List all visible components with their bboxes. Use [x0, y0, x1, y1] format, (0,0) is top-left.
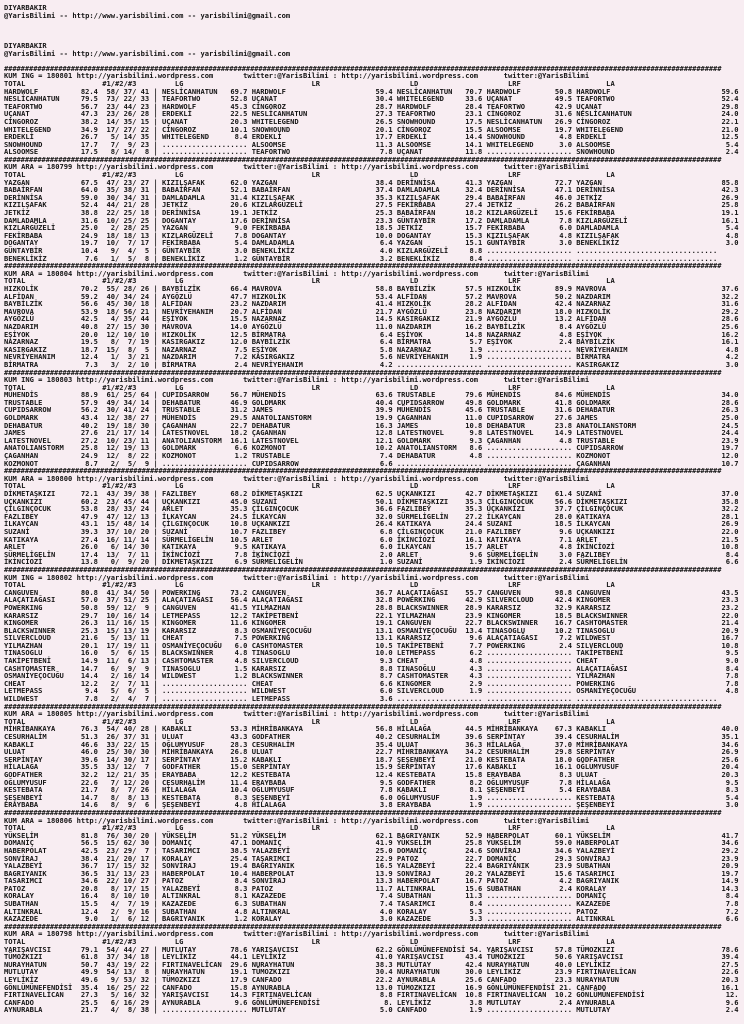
table-row: İKİNCİOZİ 13.8 0/ 9/ 20 | DİKMETAŞKIZI 6.9 SÜRMELİGELİN 1.0 SUZANİ 1.9 İKİNCİOZİ 2.4 SÜRMELİGELİN 6.6 — [4, 557, 739, 567]
table-row: GÖNLÜMÜNEFENDİSİ 35.4 16/ 25/ 22 | CANFADO 15.8 AYNURABLA 13.0 TÜMOZKIZI 16.9 GÖNLÜMÜNEFENDİSİ 21. CANFADO 16.1 — [4, 982, 739, 992]
table-row: CESURHALİM 51.3 26/ 37/ 31 | ULUAT 43.3 GODFATHER 40.2 CESURHALİM 39.6 SERPİNTAY 39.4 CESURHALİM 35.1 — [4, 732, 739, 742]
table-row: KARARSIZ 29.7 10/ 16/ 14 | LETMEPASS 12.2 TAKİPETBENİ 22.1 YILMAZHAN 23.9 KINGOMER 18.5 BLACKSWINNER 22.0 — [4, 610, 739, 620]
city-title: DIYARBAKIR — [4, 3, 47, 12]
table-row: CANFADO 25.5 6/ 16/ 29 | AYNURABLA 9.6 GÖNLÜMÜNEFENDİSİ 8. LEYLİKİZ 3.8 MUTLUTAY 2.4 AYNURABLA 9.6 — [4, 997, 739, 1007]
table-row: SILVERCLOUD 21.6 5/ 13/ 11 | CHEAT 7.5 POWERKING 13.1 KARARSIZ 9.6 ALAÇATIAĞASI 7.2 WILDWEST 16.7 — [4, 633, 739, 643]
table-row: CHEAT 12.2 2/ 7/ 11 | .................... CHEAT 6.6 KINGOMER 2.9 .................... POWERKING 7.8 — [4, 678, 739, 688]
table-row: ÇİLGINÇOCUK 53.8 28/ 33/ 24 | ARLET 35.3 ÇİLGINÇOCUK 36.6 FAZLIBEY 35.3 UÇKANKIZI 37.7 ÇİLGINÇOCUK 32.2 — [4, 504, 739, 514]
table-row: DERİNNİSA 59.0 30/ 34/ 31 | DAMLADAMLA 31.4 KIZILŞAFAK 35.3 KIZILŞAFAK 29.4 BABAİRFAN 46.0 JETKİZ 26.9 — [4, 192, 739, 202]
table-row: HIZKOLİK 70.2 55/ 28/ 26 | BAYBİLZİK 66.4 MAVROVA 58.8 BAYBİLZİK 57.5 HIZKOLİK 89.9 MAVROVA 37.6 — [4, 283, 739, 293]
table-row: CANGUVEN 80.8 41/ 34/ 50 | POWERKING 73.2 CANGUVEN 36.7 ALAÇATIAĞASI 55.7 CANGUVEN 98.8 CANGUVEN 43.5 — [4, 587, 739, 597]
race-stats-block-9 — [4, 923, 744, 1014]
table-row: GÜNTAYBİR 10.4 9/ 4/ 5 | GÜNTAYBİR 3.0 BENEKLİKİZ 4.0 KIZLARGÜZELİ 8.8 .................... ................................. — [4, 246, 739, 256]
table-row: LETMEPASS 9.4 5/ 6/ 5 | .................... WILDWEST 6.0 SILVERCLOUD 1.9 .................... OSMANİYEÇOCUĞU 4.8 — [4, 686, 739, 696]
separator-line: ############################################################################################################################################################################ — [4, 921, 722, 931]
block-title-line: KUM ARA = 180806 http://yarisbilimi.wordpress.com twitter:@YarisBilimi : http://yarisbilimi.wordpress.com twitter:@YarisBilimi — [4, 815, 590, 825]
table-row: YILMAZHAN 20.1 17/ 19/ 11 | OSMANİYEÇOCUĞU 6.0 CASHTOMASTER 10.5 TAKİPETBENİ 7.7 POWERKING 2.4 SILVERCLOUD 10.8 — [4, 640, 739, 650]
table-row: HİLALAĞA 35.5 33/ 12/ 7 | GODFATHER 15.0 SERPİNTAY 15.9 SERPİNTAY 17.6 KABAKLI 16.1 OĞLUMYUSUF 20.4 — [4, 762, 739, 772]
table-row: CASHTOMASTER 14.7 6/ 9/ 9 | TINASOGLU 1.5 KARARSIZ 8.8 TINASOĞLU 4.3 .................... ALAÇATIAĞASI 8.4 — [4, 663, 739, 673]
table-row: TÜMOZKIZI 61.8 37/ 34/ 18 | LEYLİKİZ 44.1 LEYLİKİZ 41.0 YARIŞAVCISI 43.4 TÜMOZKIZI 50.6 YARIŞAVCISI 39.4 — [4, 952, 739, 962]
block-title-line: KUM ING = 180802 http://yarisbilimi.wordpress.com twitter:@YarisBilimi : http://yarisbilimi.wordpress.com twitter:@YarisBilimi — [4, 572, 590, 582]
table-row: ERAYBABA 14.6 8/ 9/ 6 | ŞEŞENBEYİ 4.8 HİLALAĞA 3.8 ERAYBABA 1.9 .................... ŞEŞENBEYİ 3.0 — [4, 800, 739, 810]
table-row: ALSOOMSE 17.5 8/ 14/ 8 | .................... TEAFORTWO 7.8 UÇANAT 11.8 .................... SNOWHOUND 2.4 — [4, 147, 739, 157]
table-row: KIZILŞAFAK 52.4 44/ 21/ 28 | JETKİZ 20.6 KIZLARGÜZELİ 27.5 FEKİRBABA 27.4 JETKİZ 26.2 BABAİRFAN 25.8 — [4, 200, 739, 210]
table-row: HARDWOLF 82.4 58/ 37/ 41 | NESLİCANHATUN 69.7 HARDWOLF 59.4 NESLİCANHATUN 70.7 HARDWOLF 50.8 HARDWOLF 59.6 — [4, 86, 739, 96]
table-row: OĞLUMYUSUF 22.6 7/ 12/ 20 | CESURHALİM 11.4 ERAYBABA 9.5 GODFATHER 8.2 OĞLUMYUSUF 7.8 HİLALAĞA 9.5 — [4, 777, 739, 787]
table-row: İLKAYCAN 43.1 15/ 48/ 14 | ÇİLGINÇOCUK 10.8 UÇKANKIZI 26.4 KATIKAYA 24.4 SUZANİ 18.5 İLKAYCAN 26.9 — [4, 519, 739, 529]
table-row: ULUAT 46.0 25/ 30/ 30 | MİHRİBANKAYA 26.8 ULUAT 22.7 MİHRİBANKAYA 34.2 CESURHALİM 29.8 SERPİNTAY 26.9 — [4, 747, 739, 757]
table-row: TINASOGLU 16.0 5/ 6/ 15 | BLACKSWINNER 4.8 TINASOGLU 10.0 LETMEPASS 6.2 .................... TAKİPETBENİ 9.5 — [4, 648, 739, 658]
table-row: DOGANTAY 19.7 10/ 7/ 17 | FEKİRBABA 5.4 DAMLADAMLA 6.4 YAZGAN 15.1 GÜNTAYBİR 3.0 BENEKLİKİZ 3.0 — [4, 238, 739, 248]
table-row: CUPIDSARROW 56.2 30/ 41/ 24 | TRUSTABLE 31.2 JAMES 39.9 MÜHENDİS 45.6 TRUSTABLE 31.6 DEHABATUR 26.3 — [4, 405, 739, 415]
table-row: KASIRGAKIZ 18.7 15/ 8/ 5 | NAZARNAZ 7.5 EŞİYOK 5.8 NAZARNAZ 1.9 .................... NEVRİYEHANIM 4.8 — [4, 344, 739, 354]
table-row: MAVROVA 53.9 18/ 56/ 21 | NEVRİYEHANIM 20.7 ALFİDAN 21.7 AYGÖZLÜ 23.8 NAZDARIM 18.0 HIZKOLİK 29.2 — [4, 306, 739, 316]
table-row: BABAİRFAN 64.0 35/ 38/ 31 | BABAİRFAN 52.1 BABAİRFAN 37.4 DAMLADAMLA 32.4 DERİNNİSA 47.1 DERİNNİSA 42.3 — [4, 185, 739, 195]
table-row: SNOWHOUND 17.7 7/ 9/ 23 | .................... ALSOOMSE 11.3 ALSOOMSE 14.1 WHITELEGEND 3.0 ALSOOMSE 5.4 — [4, 139, 739, 149]
table-row: GOLDMARK 43.4 12/ 38/ 27 | MÜHENDİS 29.5 ANATOLIANSTORM 19.9 ÇAGANHAN 11.0 CUPIDSARROW 27.6 JAMES 25.0 — [4, 413, 739, 423]
table-row: NURAYHATUN 50.7 43/ 19/ 22 | FIRTINAVELİCAN 29.6 NURAYHATUN 38.3 MUTLUTAY 42.4 NURAYHATUN 40.0 LEYLİKİZ 27.5 — [4, 959, 739, 969]
table-row: KABAKLI 46.6 33/ 22/ 15 | OĞLUMYUSUF 28.3 CESURHALİM 35.4 ULUAT 36.3 HİLALAĞA 37.0 MİHRİBANKAYA 34.6 — [4, 739, 739, 749]
table-row: AYGÖZLÜ 42.5 4/ 35/ 44 | EŞİYOK 15.5 NAZARNAZ 14.5 KASIRGAKIZ 21.9 AYGÖZLÜ 13.2 ALFİDAN 28.6 — [4, 314, 739, 324]
table-row: KIZLARGÜZELİ 25.0 2/ 28/ 25 | YAZGAN 9.0 FEKİRBABA 18.5 JETKİZ 15.7 FEKİRBABA 6.0 DAMLADAMLA 5.4 — [4, 223, 739, 233]
table-row: UÇKANKIZI 60.2 23/ 45/ 44 | UÇKANKIZI 45.0 SUZANİ 50.1 DİKMETAŞKIZI 35.3 ÇİLGINÇOCUK 56.6 DİKMETAŞKIZI 35.8 — [4, 496, 739, 506]
column-header-line: TOTAL #1/#2/#3 LG LR LD LRF LA — [4, 937, 615, 947]
table-row: DAMLADAMLA 31.6 10/ 25/ 25 | DOGANTAY 17.6 DERİNNİSA 23.3 GÜNTAYBİR 17.2 DAMLADAMLA 7.8 KIZLARGÜZELİ 16.1 — [4, 215, 739, 225]
table-row: SUZANİ 39.3 37/ 10/ 20 | SUZANİ 10.7 FAZLIBEY 6.8 ÇİLGINÇOCUK 21.0 FAZLIBEY 9.6 UÇKANKIZI 22.0 — [4, 526, 739, 536]
table-row: BAGRIYANIK 36.5 31/ 13/ 23 | HABERPOLAT 10.4 HABERPOLAT 13.9 SONVİRAJ 20.2 YALAZBEYİ 15.6 TASARIMCI 19.7 — [4, 868, 739, 878]
table-row: JAMES 27.6 21/ 17/ 14 | LATESTNOVEL 18.2 ÇAGANHAN 12.8 LATESTNOVEL 9.8 LATESTNOVEL 14.9 LATESTNOVEL 24.4 — [4, 428, 739, 438]
table-row: TRUSTABLE 57.9 49/ 34/ 14 | DEHABATUR 46.9 GOLDMARK 40.4 CUPIDSARROW 49.8 GOLDMARK 41.8 GOLDMARK 28.6 — [4, 397, 739, 407]
table-row: FEKİRBABA 24.9 18/ 18/ 13 | KIZLARGÜZELİ 7.8 DOGANTAY 10.0 DOGANTAY 15.3 KIZILŞAFAK 4.8 KIZILŞAFAK 4.8 — [4, 230, 739, 240]
table-row: UÇANAT 47.3 23/ 26/ 28 | ERDEKLİ 22.5 NESLİCANHATUN 27.3 TEAFORTWO 23.1 CİNGOROZ 31.6 NESLİCANHATUN 24.0 — [4, 109, 739, 119]
table-row: SERPİNTAY 39.6 14/ 30/ 17 | SERPİNTAY 15.2 KABAKLI 18.7 ŞEŞENBEYİ 21.0 KESTEBATA 18.0 GODFATHER 25.6 — [4, 754, 739, 764]
table-row: MÜHENDİS 88.9 61/ 25/ 64 | CUPIDSARROW 56.7 MÜHENDİS 63.6 TRUSTABLE 79.6 MÜHENDİS 84.6 MÜHENDİS 34.0 — [4, 390, 739, 400]
race-stats-block-2 — [4, 156, 744, 262]
table-row: BLACKSWINNER 25.3 15/ 13/ 19 | KARARSIZ 8.3 OSMANİYEÇOCUĞU 13.1 OSMANİYEÇOCUĞU 13.4 TINASOGLU 10.2 TINASOGLU 20.9 — [4, 625, 739, 635]
table-row: ŞEŞENBEYİ 14.7 8/ 8/ 13 | KESTEBATA 8.3 ŞEŞENBEYİ 6.0 OĞLUMYUSUF 1.9 .................... KESTEBATA 5.4 — [4, 792, 739, 802]
table-row: ARLET 26.0 6/ 14/ 30 | KATIKAYA 9.5 KATIKAYA 6.0 İLKAYCAN 15.7 ARLET 4.8 İKİNCİOZİ 10.8 — [4, 542, 739, 552]
table-row: ERDEKLİ 26.7 5/ 14/ 35 | WHITELEGEND 8.4 ERDEKLİ 17.7 ERDEKLİ 14.4 SNOWHOUND 4.8 ERDEKLİ 12.5 — [4, 132, 739, 142]
table-row: NAZDARIM 40.8 27/ 15/ 30 | MAVROVA 14.0 AYGÖZLÜ 11.0 NAZDARIM 16.2 BAYBİLZİK 8.4 AYGÖZLÜ 25.6 — [4, 321, 739, 331]
table-row: LEYLİKİZ 49.6 9/ 53/ 32 | TÜMOZKIZI 17.9 CANFADO 22.2 AYNURABLA 25.6 CANFADO 23.3 NURAYHATUN 20.3 — [4, 975, 739, 985]
table-row: KAZAZEDE 9.0 1/ 6/ 12 | BAGRIYANIK 1.2 KORALAY 3.0 KAZAZEDE 3.3 .................... ALTINKRAL 6.6 — [4, 914, 739, 924]
table-row: WILDWEST 7.8 2/ 4/ 7 | .................... LETMEPASS 3.6 .................... .................... ................................. — [4, 694, 739, 704]
table-row: ANATOLIANSTORM 25.8 12/ 19/ 13 | GOLDMARK 6.6 KOZMONOT 10.2 ANATOLIANSTORM 8.6 .................... CUPIDSARROW 19.7 — [4, 443, 739, 453]
column-header-line: TOTAL #1/#2/#3 LG LR LD LRF LA — [4, 276, 615, 286]
table-row: BAYBİLZİK 56.6 45/ 30/ 18 | ALFİDAN 23.2 NAZDARIM 41.4 HIZKOLİK 28.2 ALFİDAN 42.4 NAZARNAZ 31.6 — [4, 299, 739, 309]
city-title: DIYARBAKIR — [4, 40, 47, 50]
table-row: MİHRİBANKAYA 76.3 54/ 40/ 28 | KABAKLI 53.3 MİHRİBANKAYA 56.8 HİLALAĞA 44.5 MİHRİBANKAYA 67.3 KABAKLI 40.0 — [4, 724, 739, 734]
block-title-line: KUM ARA = 180799 http://yarisbilimi.wordpress.com twitter:@YarisBilimi : http://yarisbilimi.wordpress.com twitter:@YarisBilimi — [4, 162, 590, 172]
race-stats-block-1 — [4, 65, 744, 156]
separator-line: ############################################################################################################################################################################ — [4, 807, 722, 817]
table-row: MUTLUTAY 49.9 54/ 13/ 8 | NURAYHATUN 19.1 TÜMOZKIZI 30.4 NURAYHATUN 30.0 LEYLİKİZ 23.9 FIRTINAVELİCAN 22.6 — [4, 967, 739, 977]
race-stats-block-6 — [4, 566, 744, 703]
table-row: KORALAY 16.4 8/ 10/ 10 | ALTINKRAL 8.1 KAZAZEDE 7.4 SUBATHAN 11.3 .................... DOMANİÇ 8.4 — [4, 891, 739, 901]
separator-line: ############################################################################################################################################################################ — [4, 701, 722, 711]
table-row: BENEKLİKİZ 7.6 1/ 5/ 8 | BENEKLİKİZ 1.2 GÜNTAYBİR 3.2 BENEKLİKİZ 8.4 .................... ................................. — [4, 253, 739, 263]
table-row: ALAÇATIAĞASI 57.0 37/ 51/ 25 | ALAÇATIAĞASI 56.4 ALAÇATIAĞASI 32.8 POWERKING 42.9 SILVERCLOUD 42.4 KINGOMER 23.3 — [4, 595, 739, 605]
table-row: PATOZ 20.8 8/ 17/ 15 | YALAZBEYİ 8.3 PATOZ 11.7 ALTINKRAL 15.6 SUBATHAN 2.4 KORALAY 14.3 — [4, 883, 739, 893]
race-stats-block-3 — [4, 262, 744, 368]
table-row: YAZGAN 67.5 47/ 23/ 27 | KIZILŞAFAK 62.0 YAZGAN 38.4 DERİNNİSA 41.3 YAZGAN 72.7 YAZGAN 85.8 — [4, 177, 739, 187]
table-row: FIRTINAVELİCAN 27.3 5/ 16/ 32 | YARIŞAVCISI 14.3 FIRTINAVELİCAN 8.8 FIRTINAVELİCAN 10.8 FIRTINAVELİCAN 10.2 GÖNLÜMÜNEFENDİSİ 12. — [4, 990, 739, 1000]
table-row: HABERPOLAT 42.5 23/ 29/ 7 | TASARIMCI 38.5 YALAZBEYİ 25.0 DOMANİÇ 24.6 SONVİRAJ 34.6 YALAZBEYİ 29.2 — [4, 845, 739, 855]
table-row: ALFİDAN 59.2 40/ 34/ 24 | AYGÖZLÜ 47.7 HIZKOLİK 53.4 ALFİDAN 57.2 MAVROVA 50.2 NAZDARIM 32.2 — [4, 291, 739, 301]
contact-line: @YarisBilimi -- http://www.yarisbilimi.com -- yarisbilimi@gmail.com — [4, 10, 291, 20]
table-row: WHITELEGEND 34.9 17/ 27/ 22 | CİNGOROZ 10.1 SNOWHOUND 20.1 CİNGOROZ 15.5 ALSOOMSE 19.7 WHITELEGEND 21.0 — [4, 124, 739, 134]
column-header-line: TOTAL #1/#2/#3 LG LR LD LRF LA — [4, 481, 615, 491]
separator-line: ############################################################################################################################################################################ — [4, 367, 722, 377]
spacer — [4, 19, 744, 42]
table-row: TAKİPETBENİ 14.9 11/ 6/ 13 | CASHTOMASTER 4.8 SILVERCLOUD 9.3 CHEAT 4.8 .................... CHEAT 9.0 — [4, 656, 739, 666]
race-stats-block-8 — [4, 809, 744, 923]
table-row: ÇAGANHAN 24.9 12/ 8/ 22 | KOZMONOT 1.2 TRUSTABLE 7.4 DEHABATUR 4.8 .................... KOZMONOT 12.0 — [4, 451, 739, 461]
table-row: AYNURABLA 21.7 4/ 8/ 38 | .................... MUTLUTAY 5.0 CANFADO 1.9 .................... MUTLUTAY 2.4 — [4, 1005, 739, 1015]
column-header-line: TOTAL #1/#2/#3 LG LR LD LRF LA — [4, 382, 615, 392]
table-row: SONVİRAJ 38.4 21/ 20/ 17 | KORALAY 25.4 TAŞARIMCI 22.9 PATOZ 22.7 DOMANİÇ 29.3 SONVİRAJ 23.9 — [4, 853, 739, 863]
table-row: BİRMATRA 7.3 3/ 2/ 10 | BİRMATRA 2.4 NEVRİYEHANIM 4.2 .................... .................... KASIRGAKIZ 3.0 — [4, 359, 739, 369]
table-row: NAZARNAZ 19.5 8/ 7/ 19 | KASIRGAKIZ 12.0 BAYBİLZİK 6.4 BİRMATRA 5.7 EŞİYOK 2.4 BAYBİLZİK 16.1 — [4, 337, 739, 347]
race-stats-block-4 — [4, 369, 744, 468]
table-row: DİKMETAŞKIZI 72.1 43/ 39/ 38 | FAZLIBEY 68.2 DİKMETAŞKIZI 62.5 UÇKANKIZI 42.7 DİKMETAŞKIZI 61.4 SUZANİ 37.0 — [4, 489, 739, 499]
table-row: SUBATHAN 15.5 4/ 7/ 19 | KAZAZEDE 6.3 SUBATHAN 7.4 TASARIMCI 8.4 .................... KAZAZEDE 7.8 — [4, 899, 739, 909]
block-title-line: KUM ING = 180801 http://yarisbilimi.wordpress.com twitter:@YarisBilimi : http://yarisbilimi.wordpress.com twitter:@YarisBilimi — [4, 71, 590, 81]
table-row: LATESTNOVEL 27.2 10/ 23/ 11 | ANATOLIANSTORM 16.1 LATESTNOVEL 12.1 GOLDMARK 9.3 ÇAGANHAN 4.8 TRUSTABLE 23.9 — [4, 435, 739, 445]
block-title-line: KUM ARA = 180800 http://yarisbilimi.wordpress.com twitter:@YarisBilimi : http://yarisbilimi.wordpress.com twitter:@YarisBilimi — [4, 473, 590, 483]
table-row: NESLİCANHATUN 79.5 73/ 22/ 33 | TEAFORTWO 52.8 UÇANAT 30.4 WHITELEGEND 33.6 UÇANAT 49.5 TEAFORTWO 52.4 — [4, 94, 739, 104]
column-header-line: TOTAL #1/#2/#3 LG LR LD LRF LA — [4, 823, 615, 833]
contact-line: @YarisBilimi -- http://www.yarisbilimi.com -- yarisbilimi@gmail.com — [4, 48, 291, 58]
table-row: JETKİZ 38.8 22/ 25/ 18 | DERİNNİSA 19.1 JETKİZ 25.3 BABAİRFAN 18.2 KIZLARGÜZELİ 15.6 FEKİRBABA 19.1 — [4, 208, 739, 218]
table-row: OSMANİYEÇOCUĞU 14.4 2/ 16/ 14 | WILDWEST 1.2 BLACKSWINNER 8.7 CASHTOMASTER 4.3 .................... YILMAZHAN 7.8 — [4, 671, 739, 681]
table-row: SÜRMELİGELİN 17.4 13/ 7/ 11 | İKİNCİOZİ 7.8 İKİNCİOZİ 2.0 ARLET 9.6 SÜRMELİGELİN 3.0 FAZLIBEY 8.4 — [4, 549, 739, 559]
separator-line: ############################################################################################################################################################################ — [4, 261, 722, 271]
table-row: DEHABATUR 40.2 19/ 18/ 30 | ÇAGANHAN 22.7 DEHABATUR 16.3 JAMES 10.8 DEHABATUR 23.8 ANATOLIANSTORM 24.5 — [4, 420, 739, 430]
column-header-line: TOTAL #1/#2/#3 LG LR LD LRF LA — [4, 580, 615, 590]
separator-line: ############################################################################################################################################################################ — [4, 466, 722, 476]
table-row: KOZMONOT 8.7 2/ 5/ 9 | .................... CUPIDSARROW 6.6 .................... .................... ÇAGANHAN 10.7 — [4, 458, 739, 468]
table-row: YÜKSELİM 81.8 76/ 30/ 20 | YÜKSELİM 51.2 YÜKSELİM 62.1 BAGRIYANIK 52.9 HABERPOLAT 60.1 YÜKSELİM 41.7 — [4, 830, 739, 840]
table-row: EŞİYOK 20.0 12/ 10/ 10 | HIZKOLİK 12.5 BİRMATRA 6.4 EŞİYOK 14.8 NAZARNAZ 4.8 EŞİYOK 16.2 — [4, 329, 739, 339]
column-header-line: TOTAL #1/#2/#3 LG LR LD LRF LA — [4, 78, 615, 88]
block-title-line: KUM ARA = 180805 http://yarisbilimi.wordpress.com twitter:@YarisBilimi : http://yarisbilimi.wordpress.com twitter:@YarisBilimi — [4, 709, 590, 719]
table-row: GODFATHER 32.2 12/ 21/ 35 | ERAYBABA 12.2 KESTEBATA 12.4 KESTEBATA 15.8 ERAYBABA 8.3 ULUAT 20.3 — [4, 769, 739, 779]
table-row: YARIŞAVCISI 79.1 54/ 44/ 27 | MUTLUTAY 78.6 YARIŞAVCISI 62.2 GÖNLÜMÜNEFENDİSİ 54. YARIŞAVCISI 57.8 TÜMOZKIZI 78.6 — [4, 944, 739, 954]
separator-line: ############################################################################################################################################################################ — [4, 63, 722, 73]
table-row: KATIKAYA 27.4 16/ 11/ 14 | SÜRMELİGELİN 10.5 ARLET 6.0 İKİNCİOZİ 16.1 KATIKAYA 7.1 ARLET 21.5 — [4, 534, 739, 544]
table-row: CİNGOROZ 38.2 14/ 35/ 15 | UÇANAT 20.3 WHITELEGEND 26.5 SNOWHOUND 17.5 NESLİCANHATUN 26.9 CİNGOROZ 22.1 — [4, 116, 739, 126]
table-row: DOMANİÇ 56.5 15/ 62/ 30 | DOMANİÇ 47.1 DOMANİÇ 41.9 YÜKSELİM 25.8 YÜKSELİM 59.0 HABERPOLAT 34.6 — [4, 838, 739, 848]
race-stats-block-5 — [4, 467, 744, 566]
table-row: TEAFORTWO 56.7 23/ 44/ 23 | HARDWOLF 45.3 CİNGOROZ 28.7 HARDWOLF 28.4 TEAFORTWO 42.9 UÇANAT 29.8 — [4, 101, 739, 111]
table-row: FAZLIBEY 47.9 47/ 12/ 13 | İLKAYCAN 24.5 İLKAYCAN 32.0 SÜRMELİGELİN 27.2 İLKAYCAN 28.0 KATIKAYA 28.1 — [4, 511, 739, 521]
block-title-line: KUM ING = 180803 http://yarisbilimi.wordpress.com twitter:@YarisBilimi : http://yarisbilimi.wordpress.com twitter:@YarisBilimi — [4, 375, 590, 385]
block-title-line: KUM ARA = 180798 http://yarisbilimi.wordpress.com twitter:@YarisBilimi : http://yarisbilimi.wordpress.com twitter:@YarisBilimi — [4, 929, 590, 939]
table-row: POWERKING 50.8 59/ 12/ 9 | CANGUVEN 41.5 YILMAZHAN 28.8 BLACKSWINNER 28.9 KARARSIZ 32.9 KARARSIZ 23.2 — [4, 602, 739, 612]
table-row: YALAZBEYİ 36.7 17/ 15/ 32 | SONVİRAJ 19.4 BAGRIYANIK 16.5 YALAZBEYİ 22.4 BAGRIYANIK 23.9 SUBATHAN 20.9 — [4, 861, 739, 871]
stats-blocks — [4, 65, 744, 1014]
column-header-line: TOTAL #1/#2/#3 LG LR LD LRF LA — [4, 170, 615, 180]
table-row: KESTEBATA 21.7 8/ 7/ 26 | HİLALAĞA 10.4 OĞLUMYUSUF 7.8 KABAKLI 8.1 ŞEŞENBEYİ 5.4 ERAYBABA 8.3 — [4, 785, 739, 795]
separator-line: ############################################################################################################################################################################ — [4, 564, 722, 574]
separator-line: ############################################################################################################################################################################ — [4, 154, 722, 164]
block-title-line: KUM ARA = 180804 http://yarisbilimi.wordpress.com twitter:@YarisBilimi : http://yarisbilimi.wordpress.com twitter:@YarisBilimi — [4, 268, 590, 278]
column-header-line: TOTAL #1/#2/#3 LG LR LD LRF LA — [4, 716, 615, 726]
table-row: NEVRİYEHANIM 12.4 1/ 3/ 21 | NAZDARIM 7.2 KASIRGAKIZ 5.6 NEVRİYEHANIM 1.9 .................... BİRMATRA 4.2 — [4, 352, 739, 362]
table-row: KINGOMER 26.3 11/ 16/ 15 | KINGOMER 11.6 KINGOMER 19.1 CANGUVEN 22.7 BLACKSWINNER 16.7 CASHTOMASTER 21.4 — [4, 618, 739, 628]
race-stats-block-7 — [4, 703, 744, 809]
table-row: TASARIMCI 34.6 22/ 10/ 27 | PATOZ 8.4 SONVİRAJ 13.3 HABERPOLAT 16.7 PATOZ 4.2 BAGRIYANIK 14.9 — [4, 876, 739, 886]
table-row: ALTINKRAL 12.4 2/ 9/ 16 | SUBATHAN 4.8 ALTINKRAL 4.0 KORALAY 5.3 .................... PATOZ 7.2 — [4, 906, 739, 916]
